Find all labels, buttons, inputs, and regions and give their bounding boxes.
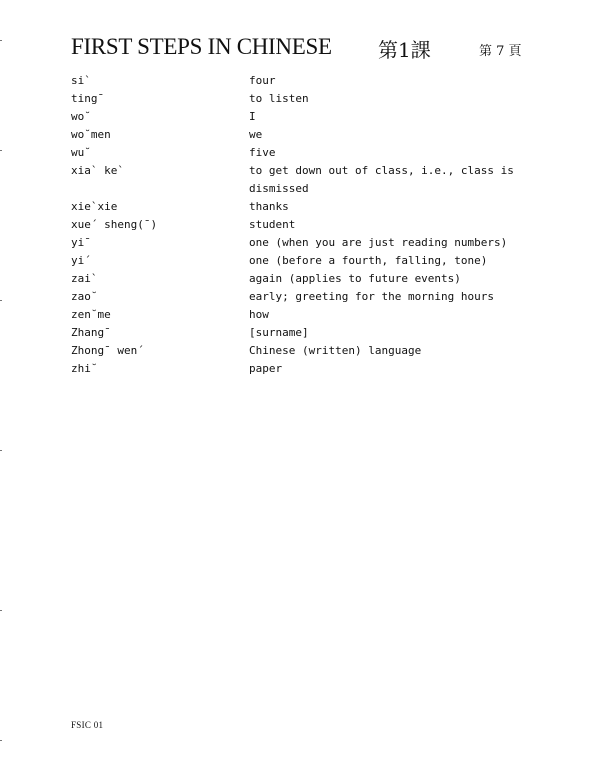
pinyin-term: wu˘ [71,146,91,159]
english-meaning: how [249,308,269,321]
scan-mark [0,740,2,741]
pinyin-term: zen˘me [71,308,111,321]
vocab-row [71,360,541,378]
pinyin-term: Zhong¯ wen´ [71,344,144,357]
pinyin-term: xue´ sheng(¯) [71,218,158,231]
pinyin-term: xie`xie [71,200,118,213]
vocab-row [71,324,541,342]
english-meaning: [surname] [249,326,309,339]
vocab-row [71,306,541,324]
vocab-row [71,288,541,306]
margin-scan-marks [0,0,2,774]
english-meaning: student [249,218,296,231]
pinyin-term: si` [71,74,91,87]
scan-mark [0,450,2,451]
english-meaning: we [249,128,263,141]
english-meaning: four [249,74,276,87]
lesson-label: 第1課 [378,38,431,62]
pinyin-term: yi¯ [71,236,91,249]
vocab-row [71,108,541,126]
english-meaning: five [249,146,276,159]
scan-mark [0,610,2,611]
vocab-row [71,126,541,144]
vocab-row [71,162,541,198]
english-meaning: Chinese (written) language [249,344,422,357]
english-meaning: I [249,110,256,123]
english-meaning: to get down out of class, i.e., class is dismissed [249,164,514,195]
english-meaning: again (applies to future events) [249,272,461,285]
pinyin-term: yi´ [71,254,91,267]
vocab-row [71,198,541,216]
english-meaning: one (before a fourth, falling, tone) [249,254,488,267]
pinyin-term: wo˘ [71,110,91,123]
english-meaning: thanks [249,200,289,213]
scan-mark [0,300,2,301]
vocab-row [71,234,541,252]
vocab-row [71,216,541,234]
english-meaning: one (when you are just reading numbers) [249,236,508,249]
english-meaning: paper [249,362,283,375]
vocab-row [71,90,541,108]
page-header [71,34,551,64]
vocab-row [71,72,541,90]
footer-code: FSIC 01 [71,720,104,730]
scan-mark [0,40,2,41]
pinyin-term: zhi˘ [71,362,98,375]
vocab-row [71,144,541,162]
pinyin-term: zai` [71,272,98,285]
pinyin-term: Zhang¯ [71,326,111,339]
english-meaning: to listen [249,92,309,105]
page-number: 第 7 頁 [479,44,522,59]
english-meaning: early; greeting for the morning hours [249,290,495,303]
book-title: FIRST STEPS IN CHINESE [71,34,332,59]
vocab-row [71,270,541,288]
vocab-row [71,342,541,360]
pinyin-term: ting¯ [71,92,105,105]
pinyin-term: wo˘men [71,128,111,141]
vocab-row [71,252,541,270]
scan-mark [0,150,2,151]
pinyin-term: zao˘ [71,290,98,303]
pinyin-term: xia` ke` [71,164,124,177]
vocabulary-list [71,72,541,378]
